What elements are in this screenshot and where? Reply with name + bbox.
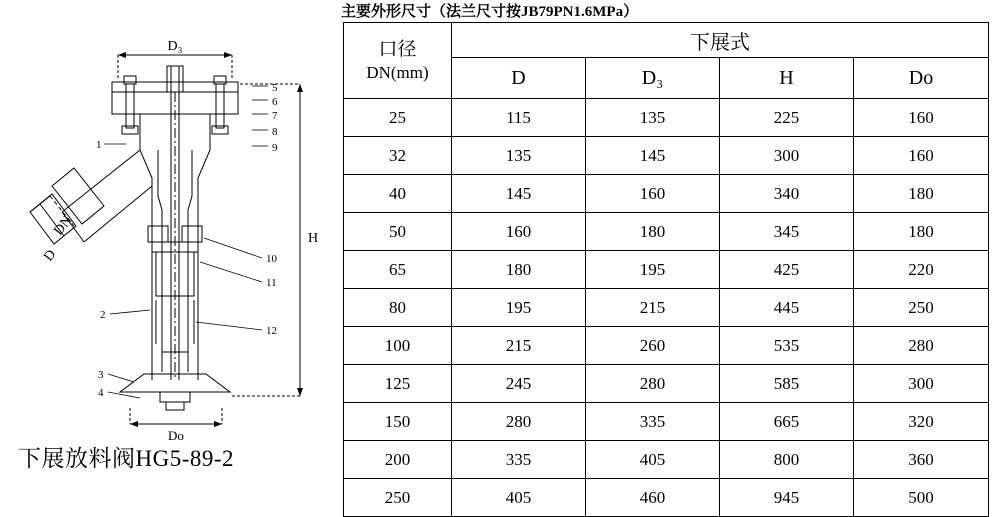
cell-h: 300: [720, 137, 854, 175]
cell-d3: 280: [586, 365, 720, 403]
cell-d3: 160: [586, 175, 720, 213]
cell-d: 145: [452, 175, 586, 213]
cell-dn: 125: [344, 365, 452, 403]
callout-6: 6: [272, 96, 278, 108]
cell-do: 220: [854, 251, 989, 289]
callout-10: 10: [266, 253, 277, 265]
cell-h: 425: [720, 251, 854, 289]
cell-dn: 50: [344, 213, 452, 251]
cell-h: 585: [720, 365, 854, 403]
cell-d3: 405: [586, 441, 720, 479]
dim-label-do: Do: [168, 428, 184, 443]
cell-dn: 100: [344, 327, 452, 365]
table-row: [344, 365, 989, 403]
cell-do: 320: [854, 403, 989, 441]
cell-d3: 195: [586, 251, 720, 289]
table-row: [344, 327, 989, 365]
cell-h: 445: [720, 289, 854, 327]
cell-h: 945: [720, 479, 854, 517]
cell-d: 215: [452, 327, 586, 365]
table-row: [344, 213, 989, 251]
table-header-row-1: [344, 23, 989, 58]
table-row: [344, 289, 989, 327]
callout-4: 4: [98, 387, 104, 399]
cell-d3: 460: [586, 479, 720, 517]
branch-flange: [30, 150, 152, 244]
table-row: [344, 403, 989, 441]
table-row: [344, 137, 989, 175]
callout-8: 8: [272, 126, 278, 138]
cell-d: 335: [452, 441, 586, 479]
cell-d3: 180: [586, 213, 720, 251]
cell-do: 180: [854, 213, 989, 251]
cell-dn: 65: [344, 251, 452, 289]
dimensions-table-panel: [341, 0, 1000, 506]
cell-h: 665: [720, 403, 854, 441]
callout-12: 12: [266, 325, 277, 337]
cell-do: 180: [854, 175, 989, 213]
cell-d3: 135: [586, 99, 720, 137]
cell-h: 345: [720, 213, 854, 251]
valve-drawing-panel: [0, 0, 340, 506]
header-dn-line1: 口径: [378, 39, 417, 60]
callout-5: 5: [272, 82, 278, 94]
cell-d3: 145: [586, 137, 720, 175]
dimensions-table: [343, 22, 989, 517]
cell-h: 225: [720, 99, 854, 137]
callout-3: 3: [98, 369, 104, 381]
dim-label-d: D: [41, 247, 60, 265]
cell-d3: 260: [586, 327, 720, 365]
table-title: 主要外形尺寸（法兰尺寸按JB79PN1.6MPa）: [341, 4, 639, 20]
dim-label-dn: DN: [51, 213, 76, 239]
cell-dn: 32: [344, 137, 452, 175]
callout-11: 11: [266, 277, 277, 289]
cell-do: 360: [854, 441, 989, 479]
cell-do: 160: [854, 99, 989, 137]
cell-d: 195: [452, 289, 586, 327]
header-col-do: Do: [854, 58, 989, 99]
cell-d: 180: [452, 251, 586, 289]
cell-d: 280: [452, 403, 586, 441]
cell-dn: 250: [344, 479, 452, 517]
cell-dn: 80: [344, 289, 452, 327]
height-dimension-line: [232, 84, 303, 396]
header-col-d3: D₃: [586, 58, 720, 99]
cell-dn: 200: [344, 441, 452, 479]
header-col-d: D: [452, 58, 586, 99]
bottom-dimension-line: [130, 408, 222, 427]
table-row: [344, 99, 989, 137]
cell-h: 535: [720, 327, 854, 365]
handwheel: [120, 374, 230, 410]
table-row: [344, 479, 989, 517]
cell-do: 280: [854, 327, 989, 365]
cell-d3: 215: [586, 289, 720, 327]
valve-cross-section-drawing: [0, 0, 340, 506]
cell-dn: 150: [344, 403, 452, 441]
callout-9: 9: [272, 142, 278, 154]
header-dn: [344, 23, 452, 99]
cell-do: 300: [854, 365, 989, 403]
cell-dn: 25: [344, 99, 452, 137]
table-row: [344, 175, 989, 213]
table-row: [344, 251, 989, 289]
header-dn-line2: DN(mm): [366, 62, 429, 82]
header-col-h: H: [720, 58, 854, 99]
cell-d: 160: [452, 213, 586, 251]
cell-d3: 335: [586, 403, 720, 441]
cell-do: 160: [854, 137, 989, 175]
callout-1: 1: [96, 139, 102, 151]
callout-7: 7: [272, 110, 278, 122]
header-group-xiazhanshi: 下展式: [452, 23, 989, 58]
cell-d: 245: [452, 365, 586, 403]
cell-dn: 40: [344, 175, 452, 213]
cell-h: 340: [720, 175, 854, 213]
cell-do: 250: [854, 289, 989, 327]
cell-h: 800: [720, 441, 854, 479]
cell-d: 115: [452, 99, 586, 137]
callout-2: 2: [100, 309, 106, 321]
dim-label-d3: D₃: [167, 39, 183, 54]
cell-d: 135: [452, 137, 586, 175]
cell-d: 405: [452, 479, 586, 517]
dim-label-h: H: [308, 231, 319, 246]
table-row: [344, 441, 989, 479]
cell-do: 500: [854, 479, 989, 517]
drawing-caption: 下展放料阀HG5-89-2: [18, 446, 235, 471]
